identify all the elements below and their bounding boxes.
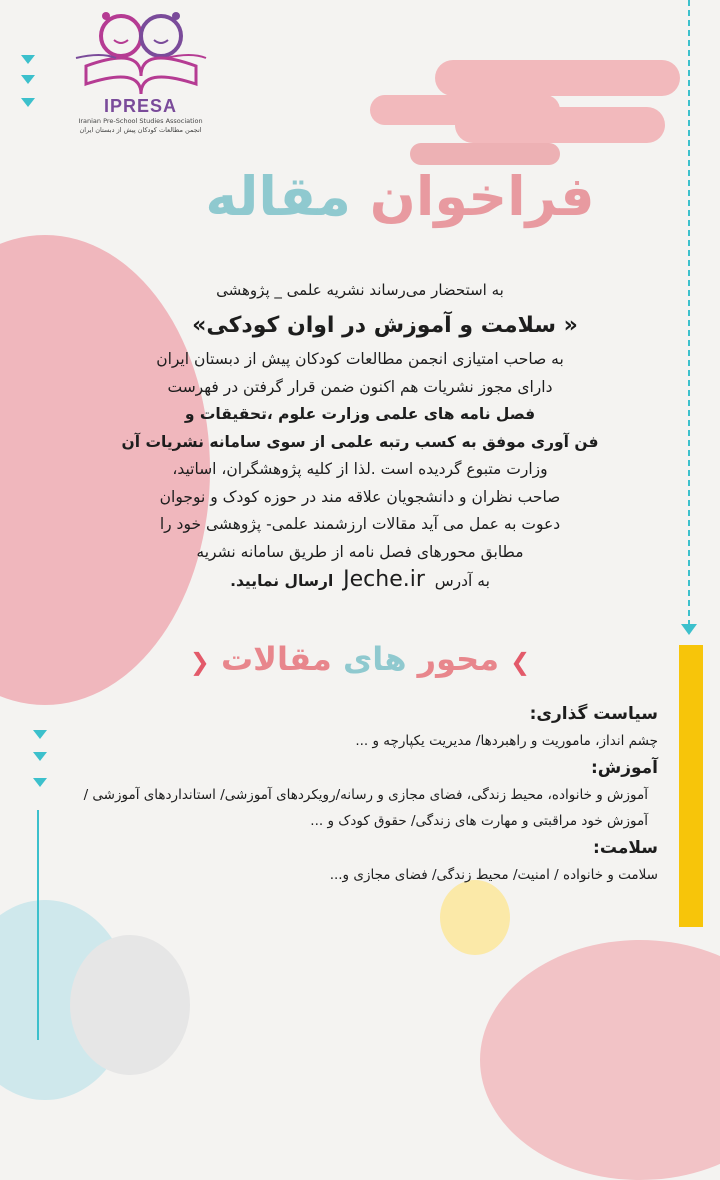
dashed-line [688, 0, 690, 626]
body-line-4: فن آوری موفق به کسب رتبه علمی از سوی سامانه نشریات آن [121, 432, 599, 451]
arrow-down-icon [681, 624, 697, 635]
body-line-3: فصل نامه های علمی وزارت علوم ،تحقیقات و [184, 405, 536, 423]
yellow-circle-bottom [440, 880, 510, 955]
section-title-2: های [331, 640, 407, 678]
pink-circle-bottom-right [480, 940, 720, 1180]
page-title [150, 165, 650, 228]
logo [58, 6, 223, 146]
body-line-2: دارای مجوز نشریات هم اکنون ضمن قرار گرفتن در فهرست [167, 377, 553, 396]
body-line-7: دعوت به عمل می آید مقالات ارزشمند علمی- پژوهشی خود را [159, 515, 561, 533]
axis-heading: سلامت: [593, 838, 658, 858]
axis-heading: سیاست گذاری: [529, 704, 658, 724]
body-line-1: به صاحب امتیازی انجمن مطالعات کودکان پیش از دبستان ایران [156, 350, 564, 368]
logo-subtitle-en: Iranian Pre-School Studies Association [78, 117, 203, 125]
chevron-left-icon: ❮ [189, 648, 210, 676]
triangle-icon [21, 98, 35, 107]
section-heading [170, 640, 550, 678]
body-line-6: صاحب نظران و دانشجویان علاقه مند در حوزه کودک و نوجوان [159, 487, 561, 506]
triangle-icon [21, 75, 35, 84]
body-line-9 [40, 566, 680, 596]
address-prefix: به آدرس [434, 572, 490, 590]
section-title-3: مقالات [220, 640, 332, 678]
body-line-5: وزارت متبوع گردیده است .لذا از کلیه پژوهشگران، اساتید، [172, 460, 548, 478]
section-title-1: محور [406, 640, 499, 678]
triangle-icon [33, 730, 47, 739]
logo-name: IPRESA [103, 96, 178, 116]
body-line-8: مطابق محورهای فصل نامه از طریق سامانه نشریه [196, 542, 524, 561]
axis-text: چشم انداز، ماموریت و راهبردها/ مدیریت یکپارچه و ... [355, 733, 658, 749]
axes-list [48, 700, 658, 888]
intro-text: به استحضار می‌رساند نشریه علمی _ پژوهشی [216, 281, 504, 299]
chevron-right-icon: ❯ [510, 648, 531, 676]
gray-circle-bottom [70, 935, 190, 1075]
logo-icon [66, 6, 216, 98]
journal-name: « سلامت و آموزش در اوان کودکی» [192, 313, 578, 338]
title-part-2: مقاله [205, 165, 351, 228]
axis-text: سلامت و خانواده / امنیت/ محیط زندگی/ فضای مجازی و... [329, 867, 658, 883]
vertical-line [37, 810, 39, 1040]
title-part-1: فراخوان [350, 165, 595, 228]
address-link[interactable]: Jeche.ir [343, 567, 425, 592]
yellow-bar [679, 645, 703, 927]
axis-heading: آموزش: [590, 758, 658, 778]
announcement-body [40, 346, 680, 596]
triangle-icon [33, 752, 47, 761]
decorative-shape [360, 55, 690, 170]
logo-subtitle-fa: انجمن مطالعات کودکان پیش از دبستان ایران [79, 126, 202, 134]
triangle-icon [21, 55, 35, 64]
axis-text: آموزش و خانواده، محیط زندگی، فضای مجازی و رسانه/رویکردهای آموزشی/ استانداردهای آموزشی /آموزش خود مراقبتی و مهارت های زندگی/ حقوق کودک و ... [83, 787, 648, 829]
address-suffix: ارسال نمایید. [230, 572, 334, 590]
triangle-icon [33, 778, 47, 787]
